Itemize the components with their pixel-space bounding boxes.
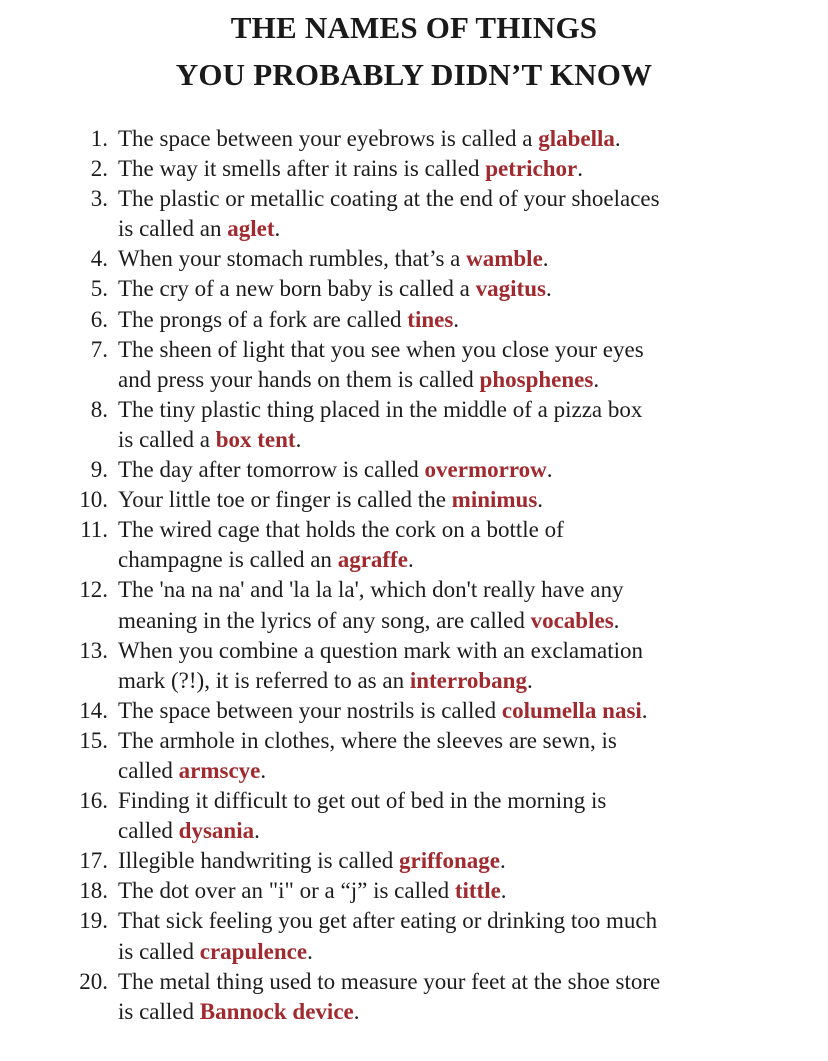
list-item-punctuation: .	[295, 426, 302, 452]
list-item-punctuation: .	[641, 697, 648, 723]
highlighted-term: aglet	[227, 216, 275, 242]
list-item	[0, 906, 828, 966]
list-item-text: meaning in the lyrics of any song, are called	[118, 607, 531, 633]
list-item-punctuation: .	[577, 156, 583, 182]
list-item	[0, 967, 828, 1027]
list-item-line	[118, 876, 768, 906]
list-item-number: 4.	[90, 246, 108, 272]
list-item-text: The way it smells after it rains is called	[118, 156, 486, 182]
list-item-text: Finding it difficult to get out of bed in the morning is	[118, 788, 607, 814]
list-item-line	[118, 485, 768, 515]
list-item-text: is called a	[118, 426, 216, 452]
list-item-text: The tiny plastic thing placed in the middle of a pizza box	[118, 396, 643, 422]
list-item-line	[118, 184, 768, 214]
list-item	[0, 124, 828, 154]
list-item-number: 13.	[79, 637, 108, 663]
list-item-text: The wired cage that holds the cork on a bottle of	[118, 517, 564, 543]
list-item-text: is called	[118, 938, 200, 964]
list-item-line	[118, 455, 768, 485]
highlighted-term: minimus	[451, 487, 538, 513]
list-item	[0, 696, 828, 726]
list-item-punctuation: .	[545, 276, 552, 302]
list-item-punctuation: .	[453, 306, 460, 332]
list-item-punctuation: .	[407, 547, 414, 573]
list-item-punctuation: .	[500, 878, 507, 904]
list-item-punctuation: .	[274, 216, 281, 242]
list-item-punctuation: .	[254, 818, 260, 844]
list-item-number: 17.	[79, 848, 108, 874]
list-item-number: 8.	[90, 396, 108, 422]
highlighted-term: dysania	[178, 818, 255, 844]
list-item-number: 1.	[90, 126, 108, 151]
list-item-text: The 'na na na' and 'la la la', which don't really have any	[118, 577, 624, 603]
list-item-text: The sheen of light that you see when you close your eyes	[118, 336, 644, 362]
highlighted-term: Bannock device	[199, 998, 354, 1024]
list-item	[0, 846, 828, 876]
list-item	[0, 305, 828, 335]
list-item-line	[118, 967, 768, 997]
highlighted-term: vocables	[530, 607, 614, 633]
list-item-punctuation: .	[353, 998, 360, 1024]
list-item-text: When your stomach rumbles, that’s a	[118, 246, 467, 272]
list-item-line	[118, 305, 768, 335]
list-item-number: 10.	[79, 487, 108, 513]
list-item-number: 16.	[79, 788, 108, 814]
list-item	[0, 455, 828, 485]
list-item-line	[118, 696, 768, 726]
list-item-punctuation: .	[613, 607, 620, 633]
list-item-line	[118, 365, 768, 395]
list-item	[0, 726, 828, 786]
list-item-text: and press your hands on them is called	[118, 366, 480, 392]
list-item-number: 9.	[90, 457, 108, 483]
list-item-text: champagne is called an	[118, 547, 338, 573]
list-item-line	[118, 666, 768, 696]
list-item-line	[118, 786, 768, 816]
list-item-line	[118, 606, 768, 636]
list-item-text: The metal thing used to measure your feet at the shoe store	[118, 968, 661, 994]
list-item-punctuation: .	[260, 757, 267, 783]
list-item	[0, 876, 828, 906]
list-item-line	[118, 395, 768, 425]
highlighted-term: tines	[407, 306, 454, 332]
highlighted-term: columella nasi	[501, 697, 642, 723]
list-item-text: The dot over an "i" or a “j” is called	[118, 878, 455, 904]
list-item-number: 19.	[79, 908, 108, 934]
list-item-line	[118, 636, 768, 666]
list-item-line	[118, 515, 768, 545]
list-item-text: The armhole in clothes, where the sleeves are sewn, is	[118, 727, 617, 753]
list-item-number: 7.	[90, 336, 108, 362]
list-item-text: called	[118, 818, 179, 844]
highlighted-term: glabella	[538, 126, 615, 151]
page-title-line-2: YOU PROBABLY DIDN’T KNOW	[175, 57, 653, 92]
list-item-line	[118, 124, 768, 154]
list-item-line	[118, 726, 768, 756]
list-item-text: The space between your eyebrows is called a	[118, 126, 539, 151]
list-item-punctuation: .	[537, 487, 544, 513]
list-item-number: 11.	[80, 517, 108, 543]
list-item-line	[118, 906, 768, 936]
list-item-line	[118, 575, 768, 605]
list-item	[0, 335, 828, 395]
list-item-number: 18.	[79, 878, 108, 904]
list-item-punctuation: .	[307, 938, 313, 964]
list-item-line	[118, 244, 768, 274]
list-item-punctuation: .	[499, 848, 506, 874]
list-item-text: When you combine a question mark with an exclamation	[118, 637, 644, 663]
list-item-text: The day after tomorrow is called	[118, 457, 425, 483]
highlighted-term: wamble	[466, 246, 543, 272]
highlighted-term: tittle	[454, 878, 501, 904]
list-item-line	[118, 274, 768, 304]
list-item-number: 12.	[79, 577, 108, 603]
list-item-number: 6.	[90, 306, 108, 332]
page-title	[0, 4, 828, 98]
highlighted-term: agraffe	[337, 547, 408, 573]
highlighted-term: interrobang	[409, 667, 527, 693]
highlighted-term: vagitus	[475, 276, 546, 302]
highlighted-term: box tent	[215, 426, 296, 452]
highlighted-term: petrichor	[485, 156, 578, 182]
list-item-line	[118, 545, 768, 575]
list-item-punctuation: .	[546, 457, 553, 483]
list-item-line	[118, 335, 768, 365]
list-item	[0, 515, 828, 575]
facts-list	[0, 124, 828, 1027]
highlighted-term: crapulence	[199, 938, 308, 964]
list-item-line	[118, 154, 768, 184]
list-item-line	[118, 425, 768, 455]
list-item-line	[118, 997, 768, 1027]
list-item-text: mark (?!), it is referred to as an	[118, 667, 410, 693]
list-item-text: is called an	[118, 216, 228, 242]
list-item-text: The space between your nostrils is called	[118, 697, 502, 723]
list-item-number: 15.	[79, 727, 108, 753]
list-item	[0, 244, 828, 274]
list-item-text: The plastic or metallic coating at the end of your shoelaces	[118, 186, 660, 212]
list-item-text: called	[118, 757, 179, 783]
list-item-number: 3.	[90, 186, 108, 212]
list-item-text: The cry of a new born baby is called a	[118, 276, 476, 302]
highlighted-term: overmorrow	[424, 457, 547, 483]
list-item-number: 2.	[90, 156, 108, 182]
list-item-text: The prongs of a fork are called	[118, 306, 408, 332]
list-item-number: 20.	[79, 968, 108, 994]
list-item-line	[118, 816, 768, 846]
list-item-punctuation: .	[614, 126, 621, 151]
list-item	[0, 575, 828, 635]
list-item	[0, 786, 828, 846]
list-item-text: is called	[118, 998, 200, 1024]
list-item-text: That sick feeling you get after eating or drinking too much	[118, 908, 658, 934]
list-item-number: 14.	[79, 697, 108, 723]
list-item-punctuation: .	[593, 366, 600, 392]
list-item	[0, 154, 828, 184]
list-item-number: 5.	[90, 276, 108, 302]
list-item	[0, 485, 828, 515]
highlighted-term: phosphenes	[479, 366, 594, 392]
list-item-line	[118, 937, 768, 967]
highlighted-term: armscye	[178, 757, 261, 783]
list-item	[0, 274, 828, 304]
list-item-line	[118, 214, 768, 244]
list-item	[0, 184, 828, 244]
list-item-text: Illegible handwriting is called	[118, 848, 400, 874]
list-item-punctuation: .	[526, 667, 533, 693]
list-item	[0, 395, 828, 455]
list-item-line	[118, 756, 768, 786]
list-item-line	[118, 846, 768, 876]
list-item	[0, 636, 828, 696]
page-title-line-1: THE NAMES OF THINGS	[230, 10, 598, 45]
list-item-punctuation: .	[542, 246, 549, 272]
list-item-text: Your little toe or finger is called the	[118, 487, 452, 513]
highlighted-term: griffonage	[399, 848, 500, 874]
